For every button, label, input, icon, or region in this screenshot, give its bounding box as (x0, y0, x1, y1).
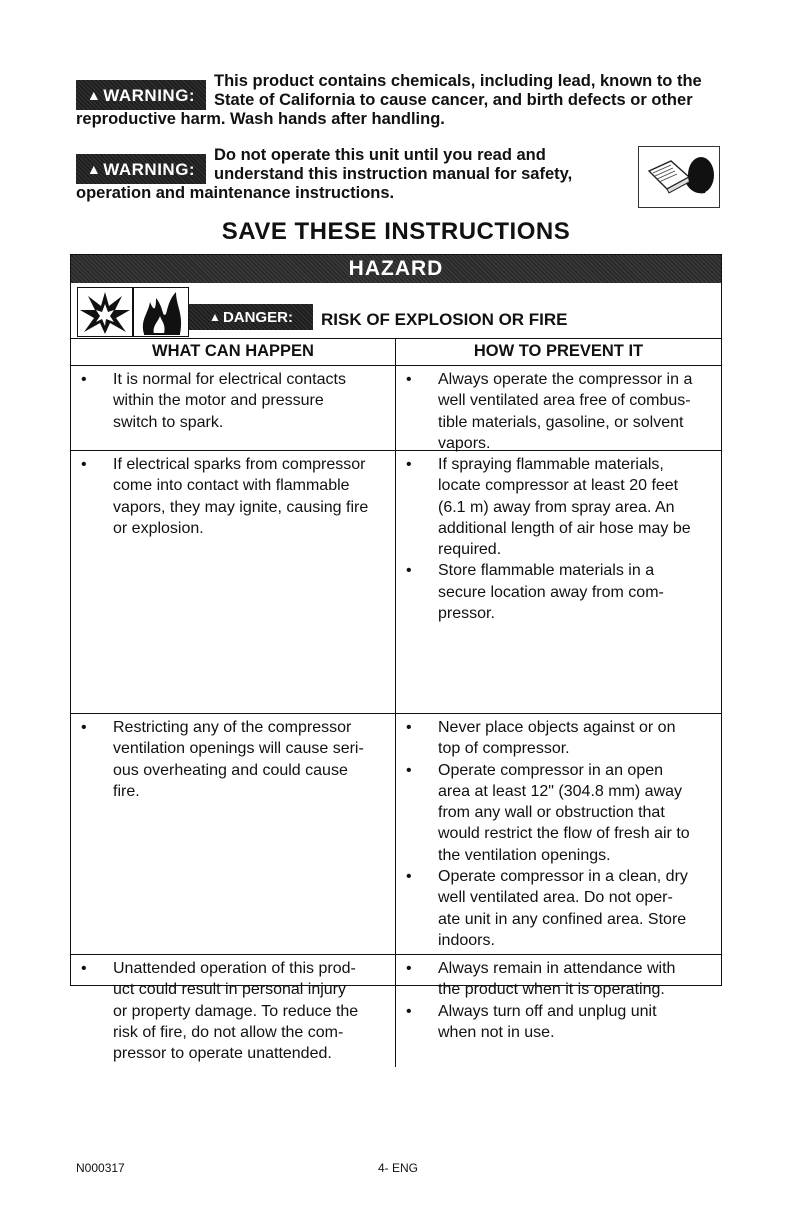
bullet-icon: • (406, 761, 412, 779)
document-code: N000317 (76, 1161, 125, 1175)
bullet-text: Operate compressor in an open area at least 12" (304.8 mm) away from any wall or obstruction that would restrict the flow of fresh air to the ventilation openings. (438, 761, 690, 864)
bullet-item (404, 866, 713, 951)
danger-badge (189, 304, 313, 330)
hazard-row (71, 451, 721, 714)
bullet-icon: • (406, 456, 412, 473)
explosion-icon (77, 287, 133, 337)
warning-prop65 (76, 72, 726, 129)
warning-badge (76, 80, 206, 110)
bullet-icon: • (406, 1002, 412, 1020)
bullet-icon: • (81, 719, 87, 736)
bullet-icon: • (406, 371, 412, 388)
bullet-text: Never place objects against or on top of compressor. (438, 719, 676, 758)
bullet-icon: • (81, 960, 87, 977)
how-to-prevent-cell (396, 366, 721, 450)
how-to-prevent-cell (396, 955, 721, 1067)
bullet-item (404, 958, 713, 1001)
bullet-item (79, 454, 387, 539)
alert-triangle-icon: ▲ (209, 310, 221, 324)
warning-badge-label: WARNING: (103, 85, 196, 105)
bullet-text: Store flammable materials in a secure location away from com- pressor. (438, 562, 664, 623)
page-number: 4- ENG (378, 1161, 419, 1175)
fire-icon (133, 287, 189, 337)
bullet-text: Always turn off and unplug unit when not in use. (438, 1002, 657, 1041)
bullet-text: If spraying flammable materials, locate compressor at least 20 feet (6.1 m) away from spray area. An additional length of air hose may be required. (438, 456, 691, 559)
bullet-text: It is normal for electrical contacts within the motor and pressure switch to spark. (113, 371, 346, 431)
danger-row (71, 283, 721, 339)
bullet-icon: • (406, 868, 412, 886)
bullet-item (404, 369, 713, 454)
alert-triangle-icon: ▲ (86, 160, 102, 177)
what-can-happen-cell (71, 451, 396, 713)
warning-text: Do not operate this unit until you read and understand this instruction manual for safety, operation and maintenance instructions. (76, 146, 573, 202)
bullet-icon: • (406, 960, 412, 977)
bullet-text: Operate compressor in a clean, dry well ventilated area. Do not oper- ate unit in any confined area. Store indoors. (438, 868, 688, 949)
warning-text: This product contains chemicals, including lead, known to the State of California to cause cancer, and birth defects or other reproductive harm. Wash hands after handling. (76, 72, 702, 128)
hazard-table (70, 254, 722, 1063)
what-can-happen-cell (71, 714, 396, 954)
hazard-rows (71, 366, 721, 1067)
page-title: SAVE THESE INSTRUCTIONS (221, 218, 571, 245)
bullet-item (404, 454, 713, 560)
risk-label: RISK OF EXPLOSION OR FIRE (321, 310, 568, 329)
bullet-icon: • (81, 371, 87, 388)
alert-triangle-icon: ▲ (86, 86, 102, 103)
how-to-prevent-cell (396, 451, 721, 713)
bullet-text: Unattended operation of this prod- uct could result in personal injury or property damage. To reduce the risk of fire, do not allow the com- pressor to operate unattended. (113, 960, 359, 1063)
bullet-item (404, 760, 713, 866)
hazard-row (71, 955, 721, 1067)
what-can-happen-cell (71, 955, 396, 1067)
what-can-happen-cell (71, 366, 396, 450)
bullet-text: Always operate the compressor in a well ventilated area free of combus- tible materials, gasoline, or solvent vapors. (438, 371, 693, 452)
bullet-text: If electrical sparks from compressor come into contact with flammable vapors, they may ignite, causing fire or explosion. (113, 456, 369, 537)
bullet-text: Restricting any of the compressor ventilation openings will cause seri- ous overheating and could cause fire. (113, 719, 364, 800)
warning-badge-label: WARNING: (103, 159, 196, 179)
bullet-item (404, 717, 713, 760)
column-header-what-can-happen: WHAT CAN HAPPEN (71, 339, 396, 365)
column-header-how-to-prevent: HOW TO PREVENT IT (473, 342, 644, 360)
warning-read-manual (76, 146, 626, 203)
hazard-row (71, 366, 721, 451)
warning-badge (76, 154, 206, 184)
hazard-header: HAZARD (71, 255, 721, 283)
read-manual-icon (638, 146, 720, 208)
hazard-row (71, 714, 721, 955)
bullet-item (79, 717, 387, 802)
bullet-text: Always remain in attendance with the product when it is operating. (438, 960, 676, 999)
how-to-prevent-cell (396, 714, 721, 954)
bullet-item (404, 1001, 713, 1044)
bullet-icon: • (406, 719, 412, 736)
bullet-item (79, 958, 387, 1064)
bullet-icon: • (81, 456, 87, 473)
danger-badge-label: DANGER: (222, 308, 293, 326)
bullet-item (404, 560, 713, 624)
bullet-icon: • (406, 562, 412, 580)
column-headers (71, 339, 721, 366)
bullet-item (79, 369, 387, 433)
